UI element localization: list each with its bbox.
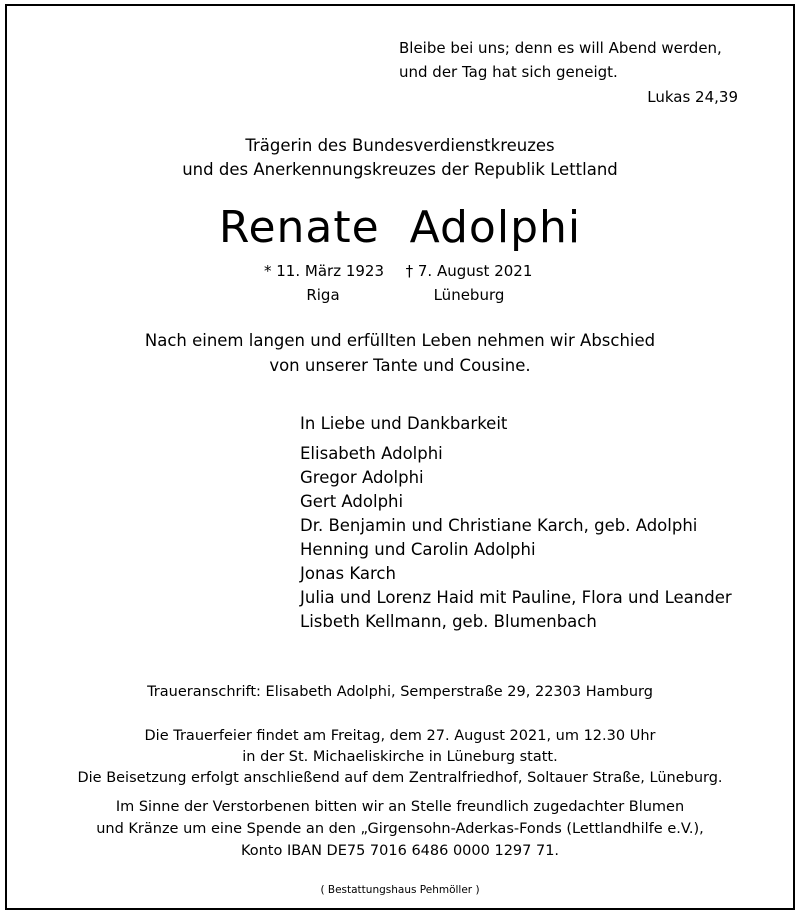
- donation-line-2: und Kränze um eine Spende an den „Girgensohn-Aderkas-Fonds (Lettlandhilfe e.V.),: [96, 821, 704, 837]
- service-line-1: Die Trauerfeier findet am Freitag, dem 27. August 2021, um 12.30 Uhr: [144, 728, 656, 744]
- donation-line-1: Im Sinne der Verstorbenen bitten wir an Stelle freundlich zugedachter Blumen: [115, 799, 685, 815]
- motto-line-2: und der Tag hat sich geneigt.: [399, 63, 618, 81]
- mourning-address: Traueranschrift: Elisabeth Adolphi, Semperstraße 29, 22303 Hamburg: [147, 684, 653, 700]
- mourner-name: Gert Adolphi: [300, 492, 404, 511]
- motto-source: Lukas 24,39: [647, 88, 738, 106]
- service-line-3: Die Beisetzung erfolgt anschließend auf dem Zentralfriedhof, Soltauer Straße, Lüneburg.: [77, 770, 723, 786]
- death-place: Lüneburg: [433, 286, 505, 304]
- announcement-line-1: Nach einem langen und erfüllten Leben nehmen wir Abschied: [144, 331, 656, 350]
- mourner-name: Henning und Carolin Adolphi: [300, 540, 536, 559]
- service-line-2: in der St. Michaeliskirche in Lüneburg statt.: [242, 749, 558, 765]
- honors-line-1: Trägerin des Bundesverdienstkreuzes: [245, 136, 555, 155]
- mourners-intro: In Liebe und Dankbarkeit: [300, 414, 508, 433]
- donation-line-3: Konto IBAN DE75 7016 6486 0000 1297 71.: [240, 843, 560, 859]
- mourner-name: Julia und Lorenz Haid mit Pauline, Flora und Leander: [300, 588, 732, 607]
- birth-place: Riga: [306, 286, 340, 304]
- deceased-name: Renate Adolphi: [218, 202, 582, 253]
- mourner-name: Jonas Karch: [300, 564, 396, 583]
- mourner-name: Lisbeth Kellmann, geb. Blumenbach: [300, 612, 597, 631]
- mourner-name: Gregor Adolphi: [300, 468, 424, 487]
- announcement-line-2: von unserer Tante und Cousine.: [269, 356, 531, 375]
- mourners-list: [300, 442, 732, 634]
- death-date: † 7. August 2021: [405, 262, 533, 280]
- mourner-name: Dr. Benjamin und Christiane Karch, geb. Adolphi: [300, 516, 698, 535]
- honors-line-2: und des Anerkennungskreuzes der Republik Lettland: [182, 160, 618, 179]
- motto-line-1: Bleibe bei uns; denn es will Abend werden,: [399, 39, 722, 57]
- birth-date: * 11. März 1923: [264, 262, 385, 280]
- mourner-name: Elisabeth Adolphi: [300, 444, 443, 463]
- funeral-home: ( Bestattungshaus Pehmöller ): [320, 884, 480, 896]
